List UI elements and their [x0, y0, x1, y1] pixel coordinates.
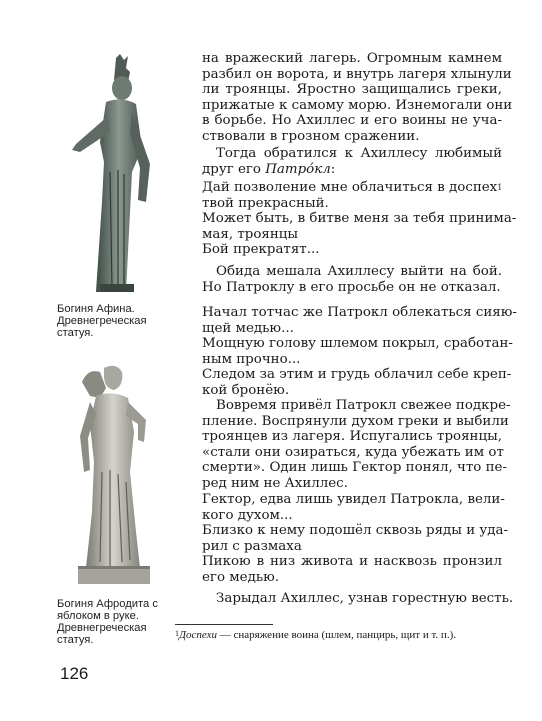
text-line: кого духом...	[202, 507, 293, 523]
footnote-divider	[175, 624, 273, 625]
text-line	[202, 162, 502, 178]
text-fragment: :	[330, 161, 336, 177]
paragraph-5	[202, 305, 517, 399]
text-line: Обида мешала Ахиллесу выйти на бой.	[216, 264, 502, 279]
text-line: Гектор, едва лишь увидел Патрокла, вели-	[202, 492, 505, 507]
paragraph-1	[202, 51, 513, 145]
text-line: на вражеский лагерь. Огромным камнем	[202, 51, 502, 66]
paragraph-7	[202, 492, 509, 586]
footnote-number: 1	[175, 629, 179, 638]
footnote	[175, 629, 505, 641]
text-line: Мощную голову шлемом покрыл, сработан-	[202, 336, 513, 352]
name-patroclus: Патро́кл	[265, 161, 331, 177]
athena-statue-image	[66, 52, 170, 292]
text-line: кой бронёю.	[202, 382, 290, 398]
text-line: твой прекрасный.	[202, 195, 329, 211]
page-number: 126	[60, 664, 89, 683]
text-line: Следом за этим и грудь облачил себе креп-	[202, 367, 512, 383]
text-line: Вовремя привёл Патрокл свежее подкре-	[216, 398, 511, 413]
footnote-definition: — снаряжение воина (шлем, панцирь, щит и т. п.).	[217, 629, 456, 641]
text-line: Тогда обратился к Ахиллесу любимый	[216, 146, 502, 161]
text-line: ным прочно...	[202, 351, 301, 367]
paragraph-8	[202, 591, 514, 607]
text-line: «стали они озираться, куда убежать им от	[202, 444, 504, 460]
aphrodite-statue-image	[60, 362, 166, 588]
text-line: его медью.	[202, 569, 280, 585]
text-line: пление. Воспрянули духом греки и выбили	[202, 413, 509, 429]
text-line: Зарыдал Ахиллес, узнав горестную весть.	[216, 591, 514, 606]
text-line: ствовали в грозном сражении.	[202, 128, 420, 144]
text-line: Близко к нему подошёл сквозь ряды и уда-	[202, 523, 509, 539]
text-line: троянцев из лагеря. Испугались троянцы,	[202, 429, 502, 445]
text-line: ред ним не Ахиллес.	[202, 475, 348, 491]
footnote-marker: 1	[497, 183, 503, 192]
text-line: Может быть, в битве меня за тебя принима-	[202, 211, 517, 227]
text-line: Но Патроклу в его просьбе он не отказал.	[202, 279, 501, 295]
text-line: рил с размаха	[202, 538, 302, 554]
text-line	[202, 180, 502, 196]
text-line: щей медью...	[202, 320, 294, 336]
aphrodite-caption: Богиня Афродита с яблоком в руке. Древнегреческая статуя.	[57, 598, 158, 646]
text-line: ли троянцы. Яростно защищались греки,	[202, 82, 502, 98]
text-line: мая, троянцы	[202, 226, 299, 242]
athena-caption: Богиня Афина. Древнегреческая статуя.	[57, 303, 147, 339]
text-line: Начал тотчас же Патрокл облекаться сияю-	[202, 305, 517, 320]
paragraph-3	[202, 180, 517, 258]
text-line: разбил он ворота, и внутрь лагеря хлынули	[202, 66, 512, 82]
paragraph-2	[202, 146, 502, 177]
text-fragment: друг его	[202, 161, 266, 177]
text-line: прижатые к самому морю. Изнемогали они	[202, 97, 513, 113]
footnote-term: Доспехи	[179, 629, 218, 641]
paragraph-4	[202, 264, 502, 295]
text-line: Бой прекратят...	[202, 242, 320, 258]
paragraph-6	[202, 398, 511, 492]
text-line: Пикою в низ живота и насквозь пронзил	[202, 554, 502, 570]
text-line: в борьбе. Но Ахиллес и его воины не уча-	[202, 113, 502, 129]
text-line: смерти». Один лишь Гектор понял, что пе-	[202, 460, 507, 476]
text-fragment: Дай позволение мне облачиться в доспех	[202, 180, 498, 195]
